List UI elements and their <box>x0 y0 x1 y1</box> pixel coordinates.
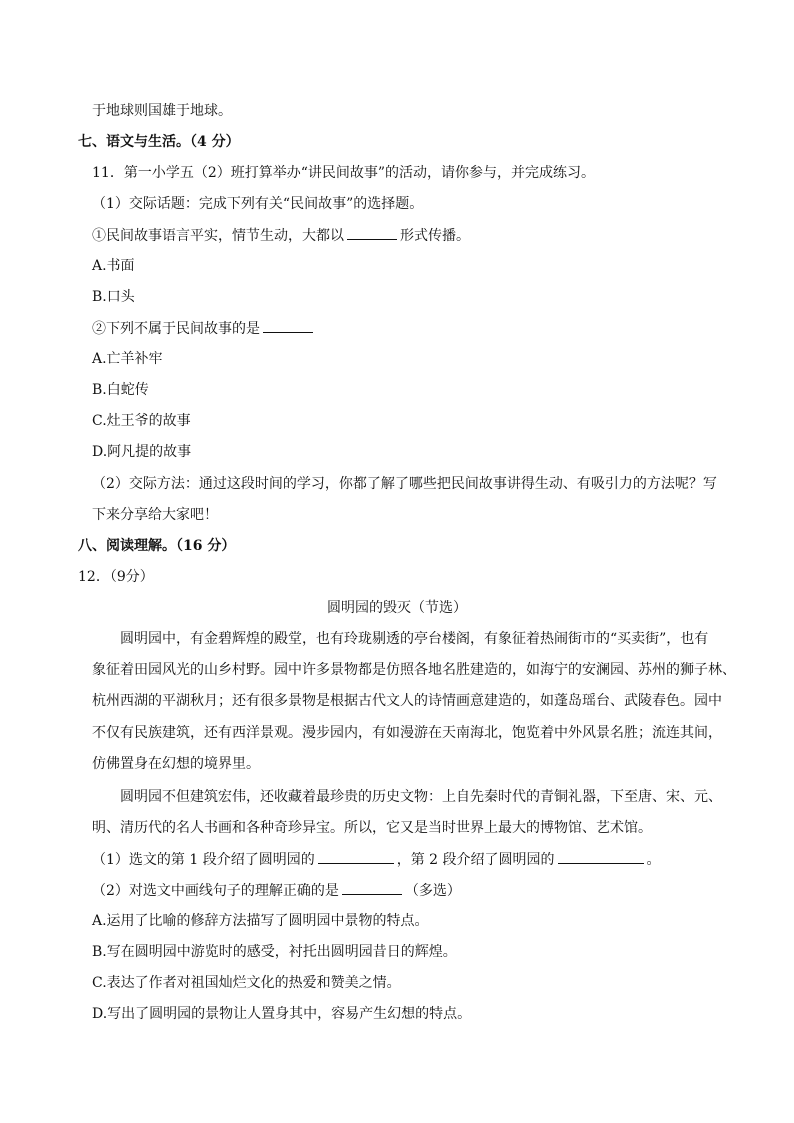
passage-line: 明、清历代的名人书画和各种奇珍异宝。所以，它又是当时世界上最大的博物馆、艺术馆。 <box>92 820 652 836</box>
section-heading: 八、阅读理解。（16 分） <box>78 538 236 554</box>
text-line: 于地球则国雄于地球。 <box>92 103 232 119</box>
question-text: （1）选文的第 1 段介绍了圆明园的 <box>92 852 315 868</box>
answer-blank[interactable] <box>263 318 313 333</box>
passage-line: 仿佛置身在幻想的境界里。 <box>92 756 260 772</box>
passage-line: 圆明园不但建筑宏伟，还收藏着最珍贵的历史文物：上自先秦时代的青铜礼器，下至唐、宋、元、 <box>120 789 722 805</box>
question-text: （多选） <box>404 883 461 899</box>
passage-title: 圆明园的毁灭（节选） <box>327 600 467 616</box>
option: A.书面 <box>92 258 135 274</box>
passage-line: 圆明园中，有金碧辉煌的殿堂，也有玲珑剔透的亭台楼阁，有象征着热闹街市的“买卖街”，也有 <box>120 631 709 647</box>
answer-blank[interactable] <box>318 849 394 864</box>
sub-question: （1）交际话题：完成下列有关“民间故事”的选择题。 <box>92 196 424 212</box>
sub-question <box>92 880 461 901</box>
sub-question: 下来分享给大家吧！ <box>92 507 218 523</box>
answer-blank[interactable] <box>347 225 397 240</box>
answer-blank[interactable] <box>342 880 402 895</box>
sub-question <box>92 849 661 870</box>
option: B.写在圆明园中游览时的感受，衬托出圆明园昔日的辉煌。 <box>92 944 457 960</box>
question-text: ，第 2 段介绍了圆明园的 <box>396 852 555 868</box>
option: A.运用了比喻的修辞方法描写了圆明园中景物的特点。 <box>92 913 429 929</box>
question-stem: 11．第一小学五（2）班打算举办“讲民间故事”的活动，请你参与，并完成练习。 <box>92 165 596 181</box>
question-text: 形式传播。 <box>400 228 470 244</box>
option: A.亡羊补牢 <box>92 351 163 367</box>
question-text: ①民间故事语言平实，情节生动，大都以 <box>92 228 344 244</box>
question-stem: 12．（9分） <box>78 569 154 585</box>
sub-question <box>92 225 470 246</box>
option: D.写出了圆明园的景物让人置身其中，容易产生幻想的特点。 <box>92 1006 472 1022</box>
question-text: 。 <box>646 852 661 868</box>
option: B.白蛇传 <box>92 382 149 398</box>
sub-question: （2）交际方法：通过这段时间的学习，你都了解了哪些把民间故事讲得生动、有吸引力的方法呢？写 <box>92 476 717 492</box>
option: B.口头 <box>92 289 135 305</box>
passage-line: 象征着田园风光的山乡村野。园中许多景物都是仿照各地名胜建造的，如海宁的安澜园、苏州的狮子林、 <box>92 662 736 678</box>
option: C.灶王爷的故事 <box>92 413 191 429</box>
answer-blank[interactable] <box>558 849 644 864</box>
passage-line: 不仅有民族建筑，还有西洋景观。漫步园内，有如漫游在天南海北，饱览着中外风景名胜；流连其间， <box>92 725 722 741</box>
option: D.阿凡提的故事 <box>92 444 192 460</box>
question-text: ②下列不属于民间故事的是 <box>92 321 260 337</box>
section-heading: 七、语文与生活。（4 分） <box>78 134 240 150</box>
passage-line: 杭州西湖的平湖秋月；还有很多景物是根据古代文人的诗情画意建造的，如蓬岛瑶台、武陵春色。园中 <box>92 693 722 709</box>
sub-question <box>92 318 316 339</box>
question-text: （2）对选文中画线句子的理解正确的是 <box>92 883 339 899</box>
option: C.表达了作者对祖国灿烂文化的热爱和赞美之情。 <box>92 975 401 991</box>
